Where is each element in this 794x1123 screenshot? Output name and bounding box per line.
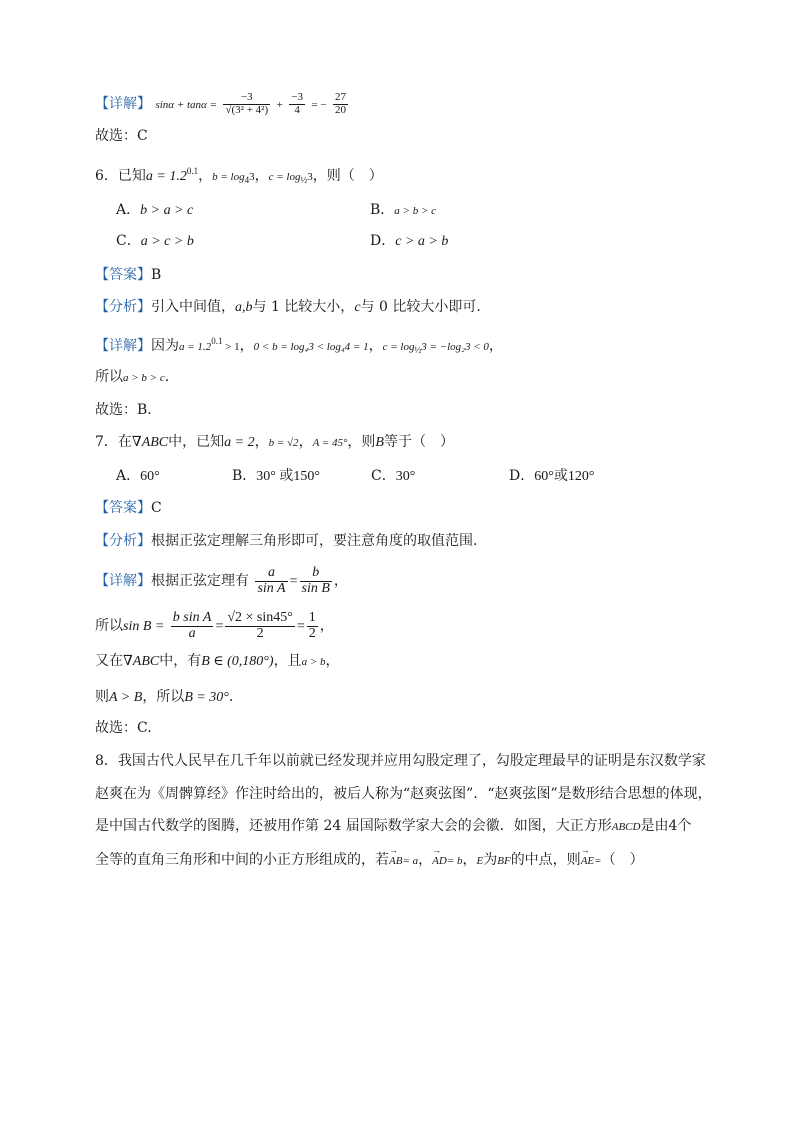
q7-so-frac-3: $\frac{1}{2}$ xyxy=(308,610,316,641)
q7-option-d: D．60°或120° xyxy=(509,468,595,484)
q7-then: 则A > B，所以B = 30°． xyxy=(95,689,243,705)
q5-detail-line: 【详解】 sinα + tanα = $\frac{-3}{\text{√(3² + 4²)}}$ + $\frac{-3}{4}$ = − $\frac{27}{20}$ xyxy=(95,91,347,116)
q7-option-a: A．60° xyxy=(116,468,160,484)
q7-option-c: C．30° xyxy=(371,468,416,484)
q6-option-c: C．a > c > b xyxy=(116,233,194,249)
q7-so-frac-2: $\frac{√2 \times \sin 45^\circ}{2}$ xyxy=(227,610,293,641)
q7-option-b: B．30° 或150° xyxy=(232,468,320,484)
q7-analysis: 【分析】根据正弦定理解三角形即可，要注意角度的取值范围. xyxy=(95,533,478,549)
q7-choose: 故选：C. xyxy=(95,720,152,736)
q6-stem: 6．已知$a = 1.2^{0.1}$，$b = \log_43$，$c = \log_{\frac{1}{2}}3$，则（ ） xyxy=(95,166,383,185)
q6-answer: 【答案】B xyxy=(95,267,162,283)
q7-law-frac-1: $\frac{a}{\text{sin A}}$ xyxy=(257,565,286,596)
q7-also: 又在∇ABC中，有B ∈ (0,180°)，且a > b， xyxy=(95,653,340,669)
q7-so-frac-1: $\frac{\text{b sin A}}{a}$ xyxy=(172,610,212,641)
q8-line-3: 是中国古代数学的图腾，还被用作第 24 届国际数学家大会的会徽．如图，大正方形ABCD是由4个 xyxy=(95,818,692,834)
q6-option-d: D．c > a > b xyxy=(370,233,449,249)
q5-frac-1: $\frac{-3}{\text{√(3² + 4²)}}$ xyxy=(225,91,269,116)
q6-analysis: 【分析】引入中间值，a,b与 1 比较大小，c与 0 比较大小即可. xyxy=(95,299,481,315)
q7-detail: 【详解】根据正弦定理有 $\frac{a}{\text{sin A}}$ = $\frac{b}{\text{sin B}}$ ， xyxy=(95,565,348,596)
q5-frac-3: $\frac{27}{20}$ xyxy=(335,91,347,116)
q8-line-2: 赵爽在为《周髀算经》作注时给出的，被后人称为“赵爽弦图”．“赵爽弦图”是数形结合思想的体现， xyxy=(95,786,712,802)
q7-stem: 7．在∇ABC中，已知a = 2，b = √2，A = 45°，则B等于（ ） xyxy=(95,434,454,450)
q6-option-a: A．b > a > c xyxy=(116,202,194,218)
detail-tag: 【详解】 xyxy=(95,96,151,113)
q6-option-b: B．a > b > c xyxy=(370,202,437,218)
q7-answer: 【答案】C xyxy=(95,500,162,516)
q7-so: 所以sin B = $\frac{\text{b sin A}}{a}$ = $\frac{√2 \times \sin 45^\circ}{2}$ = $\frac{1}{2}$ ， xyxy=(95,610,334,641)
q6-detail: 【详解】因为$a = 1.2^{0.1} > 1$，0 < b = log₄3 < log₄4 = 1，$c = \log_{\frac{1}{2}}3 = -\log_23 < 0$， xyxy=(95,336,503,355)
q5-frac-2: $\frac{-3}{4}$ xyxy=(291,91,303,116)
q8-line-1: 8．我国古代人民早在几千年以前就已经发现并应用勾股定理了，勾股定理最早的证明是东汉数学家 xyxy=(95,753,706,769)
q8-line-4: 全等的直角三角形和中间的小正方形组成的，若→ AB= a，→ AD= b，E为BF的中点，则→ AE=（ ） xyxy=(95,850,644,871)
q6-so: 所以a > b > c． xyxy=(95,369,179,385)
q6-choose: 故选：B. xyxy=(95,402,152,418)
q5-expr: sinα + tanα = xyxy=(155,99,217,112)
q7-law-frac-2: $\frac{b}{\text{sin B}}$ xyxy=(301,565,330,596)
q5-choose: 故选：C xyxy=(95,128,148,144)
